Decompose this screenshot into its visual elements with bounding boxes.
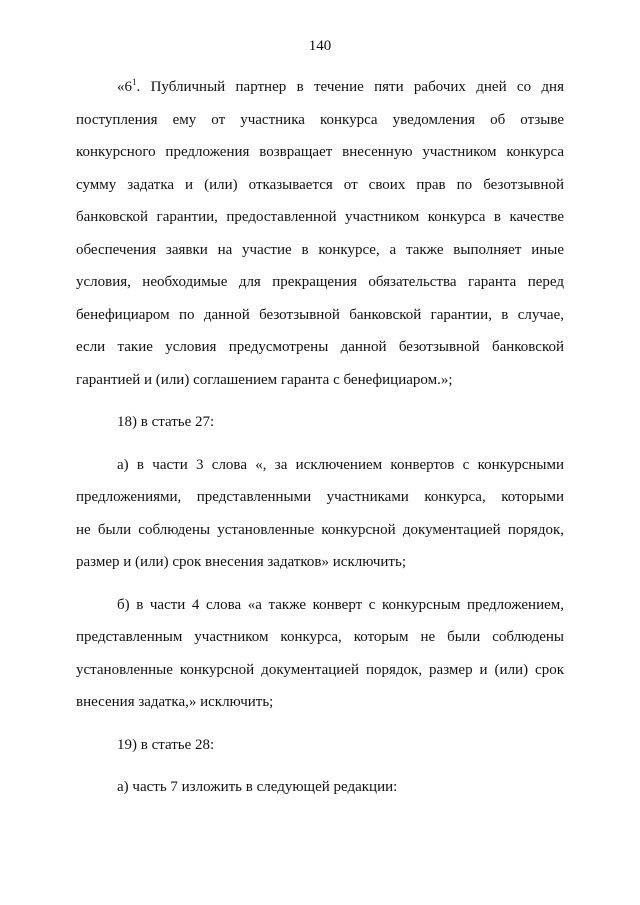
text-line: конкурсного предложения возвращает внесенную участником конкурса bbox=[76, 144, 564, 160]
text-line: а) в части 3 слова «, за исключением конвертов с конкурсными bbox=[117, 456, 564, 473]
text-line: внесения задатка,» исключить; bbox=[76, 694, 274, 710]
list-item-19-a: а) часть 7 изложить в следующей редакции: bbox=[117, 779, 398, 795]
list-item-19: 19) в статье 28: bbox=[117, 736, 215, 753]
text-line: банковской гарантии, предоставленной участником конкурса в качестве bbox=[76, 209, 564, 225]
paragraph-b bbox=[76, 589, 564, 719]
list-item-18: 18) в статье 27: bbox=[117, 414, 215, 430]
text-line: установленные конкурсной документацией порядок, размер и (или) срок bbox=[76, 661, 564, 678]
text-line: предложениями, представленными участниками конкурса, которыми bbox=[76, 489, 564, 505]
text-line: гарантией и (или) соглашением гаранта с бенефициаром.»; bbox=[76, 371, 453, 388]
page-number: 140 bbox=[308, 38, 332, 54]
text-line: б) в части 4 слова «а также конверт с конкурсным предложением, bbox=[117, 596, 564, 613]
paragraph-6-1 bbox=[76, 71, 564, 396]
text-line: условия, необходимые для прекращения обязательства гаранта перед bbox=[76, 274, 564, 290]
text-line bbox=[76, 71, 564, 104]
text-line: размер и (или) срок внесения задатков» исключить; bbox=[76, 554, 406, 570]
superscript-marker: 1 bbox=[132, 77, 137, 87]
quote-open-number: «6 bbox=[117, 79, 132, 95]
text-line: представленным участником конкурса, которым не были соблюдены bbox=[76, 629, 564, 645]
text-line: не были соблюдены установленные конкурсной документацией порядок, bbox=[76, 521, 564, 538]
text-line: сумму задатка и (или) отказывается от своих прав по безотзывной bbox=[76, 176, 564, 193]
paragraph-a bbox=[76, 449, 564, 579]
text-line: если такие условия предусмотрены данной безотзывной банковской bbox=[76, 339, 564, 355]
text-line: бенефициаром по данной безотзывной банковской гарантии, в случае, bbox=[76, 306, 564, 323]
text-line-rest: . Публичный партнер в течение пяти рабочих дней со дня bbox=[136, 79, 564, 95]
text-line: поступления ему от участника конкурса уведомления об отзыве bbox=[76, 111, 564, 128]
text-line: обеспечения заявки на участие в конкурсе, а также выполняет иные bbox=[76, 241, 564, 258]
document-body bbox=[76, 71, 564, 804]
